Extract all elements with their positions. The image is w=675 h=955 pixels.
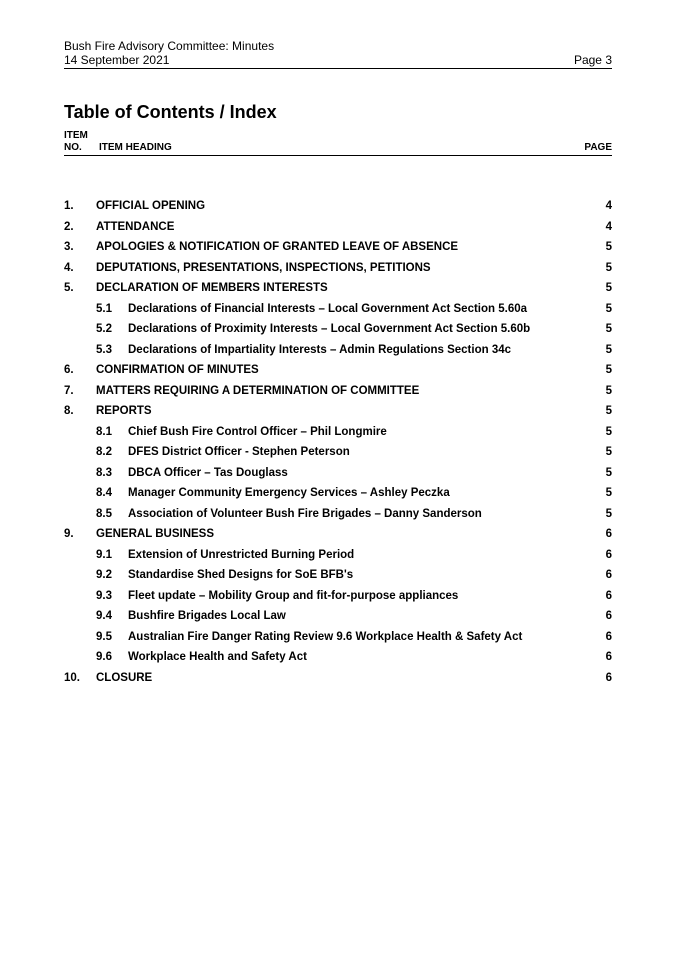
toc-entry[interactable]	[64, 545, 612, 566]
toc-entry-number: 8.	[64, 405, 74, 417]
toc-entry[interactable]	[64, 524, 612, 545]
toc-entry[interactable]	[64, 647, 612, 668]
toc-entry[interactable]	[64, 586, 612, 607]
toc-entry-page: 5	[605, 261, 612, 274]
toc-entry-number: 9.3	[96, 589, 112, 602]
toc-entry-page: 5	[605, 425, 612, 438]
toc-entry-page: 5	[605, 487, 612, 499]
toc-entry-page: 5	[605, 302, 612, 315]
toc-entry[interactable]	[64, 606, 612, 627]
column-divider	[64, 155, 612, 156]
toc-entry-page: 5	[605, 466, 612, 479]
toc-entry-page: 5	[605, 241, 612, 253]
toc-entry-heading: MATTERS REQUIRING A DETERMINATION OF COMMITTEE	[96, 384, 420, 397]
toc-entry-heading: DBCA Officer – Tas Douglass	[128, 466, 288, 479]
item-no-header-line2: NO.	[64, 142, 82, 153]
toc-entry-heading: DECLARATION OF MEMBERS INTERESTS	[96, 282, 328, 294]
toc-entry-number: 9.	[64, 528, 74, 540]
toc-entry-heading: Declarations of Impartiality Interests – Admin Regulations Section 34c	[128, 343, 512, 356]
toc-entry[interactable]	[64, 483, 612, 504]
toc-entry-number: 9.5	[96, 630, 112, 643]
item-heading-header: ITEM HEADING	[99, 142, 172, 153]
toc-entry[interactable]	[64, 565, 612, 586]
toc-entry-heading: DFES District Officer - Stephen Peterson	[128, 446, 350, 458]
toc-entry[interactable]	[64, 196, 612, 217]
toc-entry-page: 6	[605, 651, 612, 663]
toc-entry-number: 8.4	[96, 487, 112, 499]
toc-entry-page: 6	[605, 569, 612, 581]
meeting-date: 14 September 2021	[64, 53, 170, 67]
toc-entry[interactable]	[64, 668, 612, 689]
toc-entry-number: 1.	[64, 200, 74, 212]
item-no-header	[64, 130, 88, 154]
toc-entry-heading: Standardise Shed Designs for SoE BFB's	[128, 569, 354, 581]
toc-entry-page: 5	[605, 507, 612, 520]
toc-entry-number: 10.	[64, 671, 80, 684]
toc-entry[interactable]	[64, 319, 612, 340]
toc-entry-heading: REPORTS	[96, 405, 152, 417]
toc-entry-heading: Manager Community Emergency Services – Ashley Peczka	[128, 487, 450, 499]
toc-entry-number: 9.4	[96, 610, 112, 622]
toc-entry[interactable]	[64, 627, 612, 648]
toc-entry[interactable]	[64, 504, 612, 525]
document-title: Bush Fire Advisory Committee: Minutes	[64, 39, 275, 53]
page-header-label: PAGE	[584, 142, 612, 153]
toc-entry-number: 3.	[64, 241, 74, 253]
toc-entry[interactable]	[64, 340, 612, 361]
toc-entry-page: 5	[605, 282, 612, 294]
toc-entry-page: 6	[605, 548, 612, 561]
toc-entry-heading: Australian Fire Danger Rating Review 9.6 Workplace Health & Safety Act	[128, 630, 523, 643]
toc-entry-heading: APOLOGIES & NOTIFICATION OF GRANTED LEAVE OF ABSENCE	[96, 241, 459, 253]
toc-entry-number: 5.2	[96, 323, 112, 335]
toc-entry-number: 7.	[64, 384, 74, 397]
toc-entry-page: 4	[605, 220, 612, 233]
toc-entry-page: 5	[605, 384, 612, 397]
toc-entry-heading: Declarations of Financial Interests – Local Government Act Section 5.60a	[128, 302, 528, 315]
toc-entry-number: 6.	[64, 364, 74, 376]
toc-entry-heading: Chief Bush Fire Control Officer – Phil Longmire	[128, 425, 387, 438]
toc-entry-page: 6	[605, 610, 612, 622]
toc-entry-page: 6	[605, 671, 612, 684]
toc-entry-number: 5.1	[96, 302, 112, 315]
toc-entry-number: 9.2	[96, 569, 112, 581]
header-divider	[64, 68, 612, 69]
toc-entry-number: 8.2	[96, 446, 112, 458]
toc-entry-heading: CLOSURE	[96, 671, 153, 684]
item-no-header-line1: ITEM	[64, 130, 88, 141]
toc-entry-page: 6	[605, 528, 612, 540]
toc-entry-heading: CONFIRMATION OF MINUTES	[96, 364, 259, 376]
toc-entry-heading: Workplace Health and Safety Act	[128, 651, 307, 663]
toc-entry[interactable]	[64, 463, 612, 484]
toc-entry-page: 5	[605, 364, 612, 376]
toc-entry[interactable]	[64, 401, 612, 422]
page-header	[64, 39, 612, 67]
toc-entry-heading: Association of Volunteer Bush Fire Brigades – Danny Sanderson	[128, 507, 482, 520]
toc-entry[interactable]	[64, 278, 612, 299]
toc-entry-heading: Declarations of Proximity Interests – Local Government Act Section 5.60b	[128, 323, 531, 335]
toc-entry-heading: GENERAL BUSINESS	[96, 528, 215, 540]
toc-entry-number: 8.1	[96, 425, 112, 438]
toc-entry-number: 9.6	[96, 651, 112, 663]
toc-entry-number: 2.	[64, 220, 74, 233]
toc-entry[interactable]	[64, 381, 612, 402]
toc-entry-number: 8.3	[96, 466, 112, 479]
toc-entry-number: 5.	[64, 282, 74, 294]
toc-entry-page: 4	[605, 200, 612, 212]
toc-entry-page: 6	[605, 589, 612, 602]
toc-entry-page: 5	[605, 446, 612, 458]
toc-entry[interactable]	[64, 237, 612, 258]
page-number: Page 3	[573, 53, 612, 67]
toc-entry-page: 5	[605, 323, 612, 335]
toc-entry-number: 9.1	[96, 548, 112, 561]
toc-entry-heading: OFFICIAL OPENING	[96, 200, 206, 212]
toc-entry[interactable]	[64, 299, 612, 320]
toc-entry-number: 5.3	[96, 343, 112, 356]
toc-entry-page: 5	[605, 405, 612, 417]
toc-entry-page: 5	[605, 343, 612, 356]
toc-entry-heading: Fleet update – Mobility Group and fit-for-purpose appliances	[128, 589, 459, 602]
toc-entry-heading: Extension of Unrestricted Burning Period	[128, 548, 355, 561]
toc-entry[interactable]	[64, 360, 612, 381]
toc-entry-heading: ATTENDANCE	[96, 220, 175, 233]
toc-title: Table of Contents / Index	[64, 102, 277, 122]
toc-entry[interactable]	[64, 258, 612, 279]
toc-entry[interactable]	[64, 217, 612, 238]
toc-entry[interactable]	[64, 422, 612, 443]
toc-entry-number: 4.	[64, 261, 74, 274]
toc-entry-heading: Bushfire Brigades Local Law	[128, 610, 286, 622]
toc-entry-heading: DEPUTATIONS, PRESENTATIONS, INSPECTIONS, PETITIONS	[96, 261, 431, 274]
toc-entry[interactable]	[64, 442, 612, 463]
toc-entry-number: 8.5	[96, 507, 112, 520]
toc-entry-page: 6	[605, 630, 612, 643]
toc-list	[64, 196, 612, 688]
